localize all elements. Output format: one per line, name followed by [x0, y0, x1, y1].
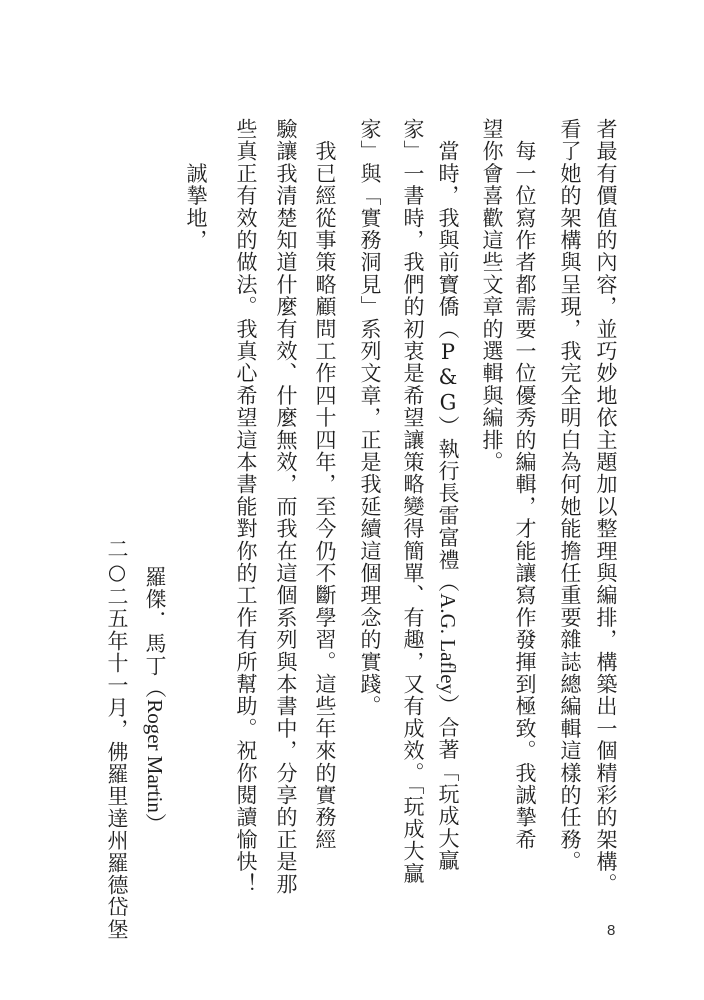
closing-salutation: 誠摯地，	[184, 118, 208, 252]
text-column-5-part-2: ）合著「玩成大贏	[436, 694, 460, 872]
text-column-5-part-1: 當時，我與前寶僑（P&G）執行長雷富禮（	[436, 118, 460, 594]
text-column-5	[433, 118, 462, 872]
author-name: 羅傑．馬丁（	[143, 566, 167, 700]
author-name-close: ）	[143, 812, 167, 836]
text-column-3: 每一位寫作者都需要一位優秀的編輯，才能讓寫作發揮到極致。我誠摯希	[513, 118, 537, 851]
text-column-10: 些真正有效的做法。我真心希望這本書能對你的工作有所幫助。祝你閱讀愉快！	[234, 118, 258, 895]
text-column-7: 家」與「實務洞見」系列文章，正是我延續這個理念的實踐。	[358, 118, 382, 718]
author-signature	[140, 566, 169, 835]
text-column-6: 家」一書時，我們的初衷是希望讓策略變得簡單、有趣，又有成效。「玩成大贏	[401, 118, 425, 885]
page-number: 8	[607, 922, 616, 939]
text-column-2: 看了她的架構與呈現，我完全明白為何她能擔任重要雜誌總編輯這樣的任務。	[558, 118, 582, 873]
text-column-4: 望你會喜歡這些文章的選輯與編排。	[480, 118, 504, 474]
text-column-8: 我已經從事策略顧問工作四十四年，至今仍不斷學習。這些年來的實務經	[313, 118, 337, 851]
text-column-5-latin: A.G. Lafley	[436, 593, 460, 695]
date-place-line: 二○二五年十一月，佛羅里達州羅德岱堡	[105, 538, 129, 941]
author-name-latin: Roger Martin	[143, 699, 167, 813]
text-column-1: 者最有價值的內容，並巧妙地依主題加以整理與編排，構築出一個精彩的架構。	[594, 118, 618, 895]
text-column-9: 驗讓我清楚知道什麼有效、什麼無效，而我在這個系列與本書中，分享的正是那	[274, 118, 298, 895]
